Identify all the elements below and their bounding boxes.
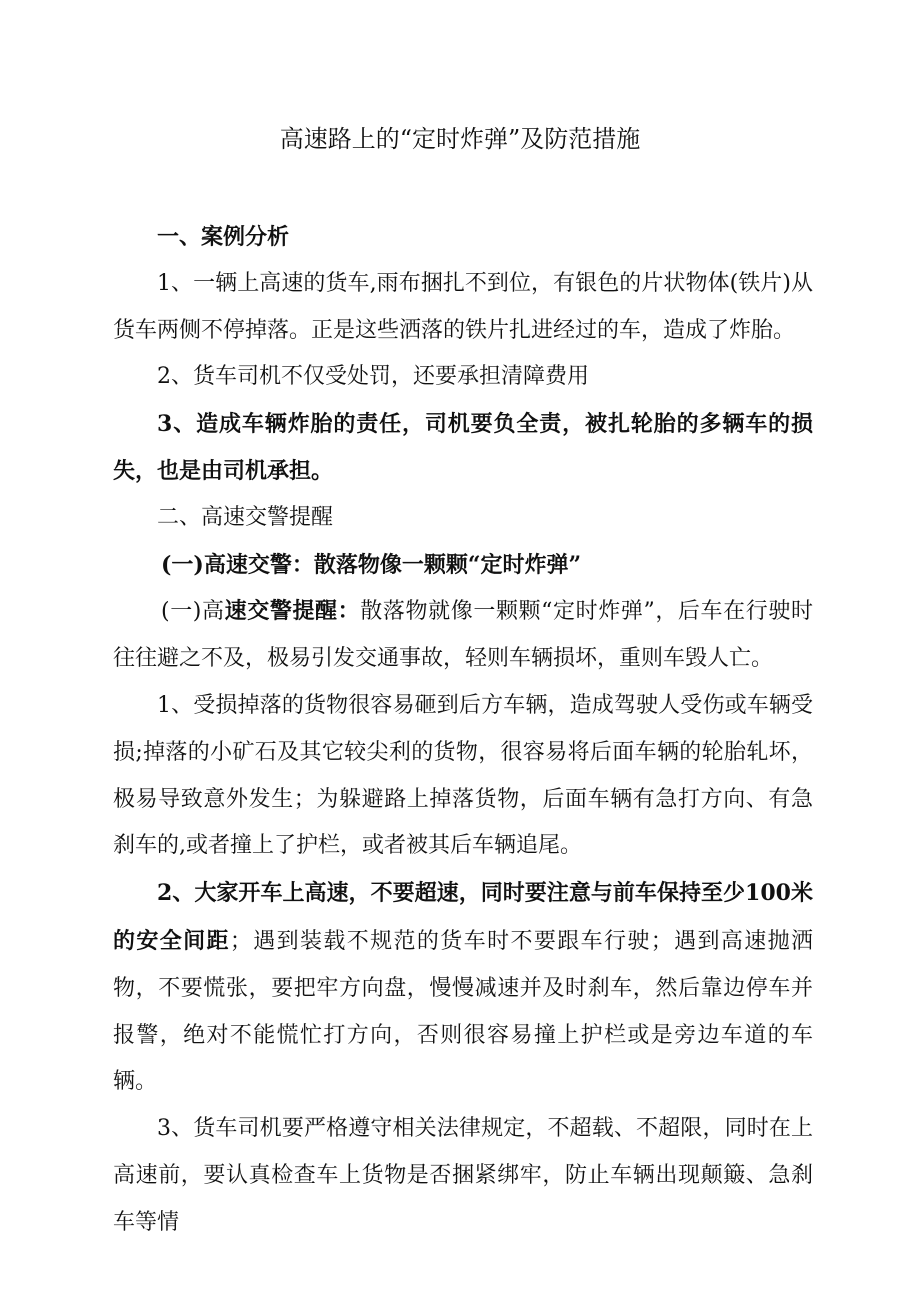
paragraph-reminder-2 — [113, 870, 813, 1106]
paragraph-case-2: 2、货车司机不仅受处罚，还要承担清障费用 — [157, 364, 589, 390]
paragraph-reminder-3: 3、货车司机要严格遵守相关法律规定，不超载、不超限，同时在上高速前，要认真检查车上货物是否捆紧绑牢，防止车辆出现颠簸、急刹车等情 — [113, 1116, 813, 1235]
reminder-intro-prefix: (一)高 — [161, 599, 225, 625]
section-heading-reminder: 二、高速交警提醒 — [157, 504, 334, 530]
section-heading-case-analysis: 一、案例分析 — [157, 224, 290, 250]
sub-heading-scattered-objects: (一)高速交警：散落物像一颗颗“定时炸弹” — [161, 551, 582, 578]
paragraph-reminder-intro — [113, 588, 813, 683]
paragraph-case-3: 3、造成车辆炸胎的责任，司机要负全责，被扎轮胎的多辆车的损失，也是由司机承担。 — [113, 411, 813, 484]
document-body — [113, 214, 813, 1247]
reminder-intro-text: 散落物就像一颗颗“定时炸弹”，后车在行驶时往往避之不及，极易引发交通事故，轻则车辆损坏，重则车毁人亡。 — [113, 599, 813, 672]
paragraph-case-1: 1、一辆上高速的货车,雨布捆扎不到位，有银色的片状物体(铁片)从货车两侧不停掉落。正是这些洒落的铁片扎进经过的车，造成了炸胎。 — [113, 270, 813, 343]
document-title: 高速路上的“定时炸弹”及防范措施 — [279, 125, 641, 153]
paragraph-reminder-1: 1、受损掉落的货物很容易砸到后方车辆，造成驾驶人受伤或车辆受损;掉落的小矿石及其它较尖利的货物，很容易将后面车辆的轮胎轧坏，极易导致意外发生；为躲避路上掉落货物，后面车辆有急打方向、有急刹车的,或者撞上了护栏，或者被其后车辆追尾。 — [113, 692, 813, 859]
reminder-2-bold: 2、大家开车上高速，不要超速，同时要注意与前车保持至少100米的安全间距 — [113, 880, 813, 954]
reminder-2-text: ；遇到装载不规范的货车时不要跟车行驶；遇到高速抛洒物，不要慌张，要把牢方向盘，慢慢减速并及时刹车，然后靠边停车并报警，绝对不能慌忙打方向，否则很容易撞上护栏或是旁边车道的车辆。 — [113, 928, 813, 1095]
reminder-intro-bold: 速交警提醒： — [224, 598, 361, 625]
